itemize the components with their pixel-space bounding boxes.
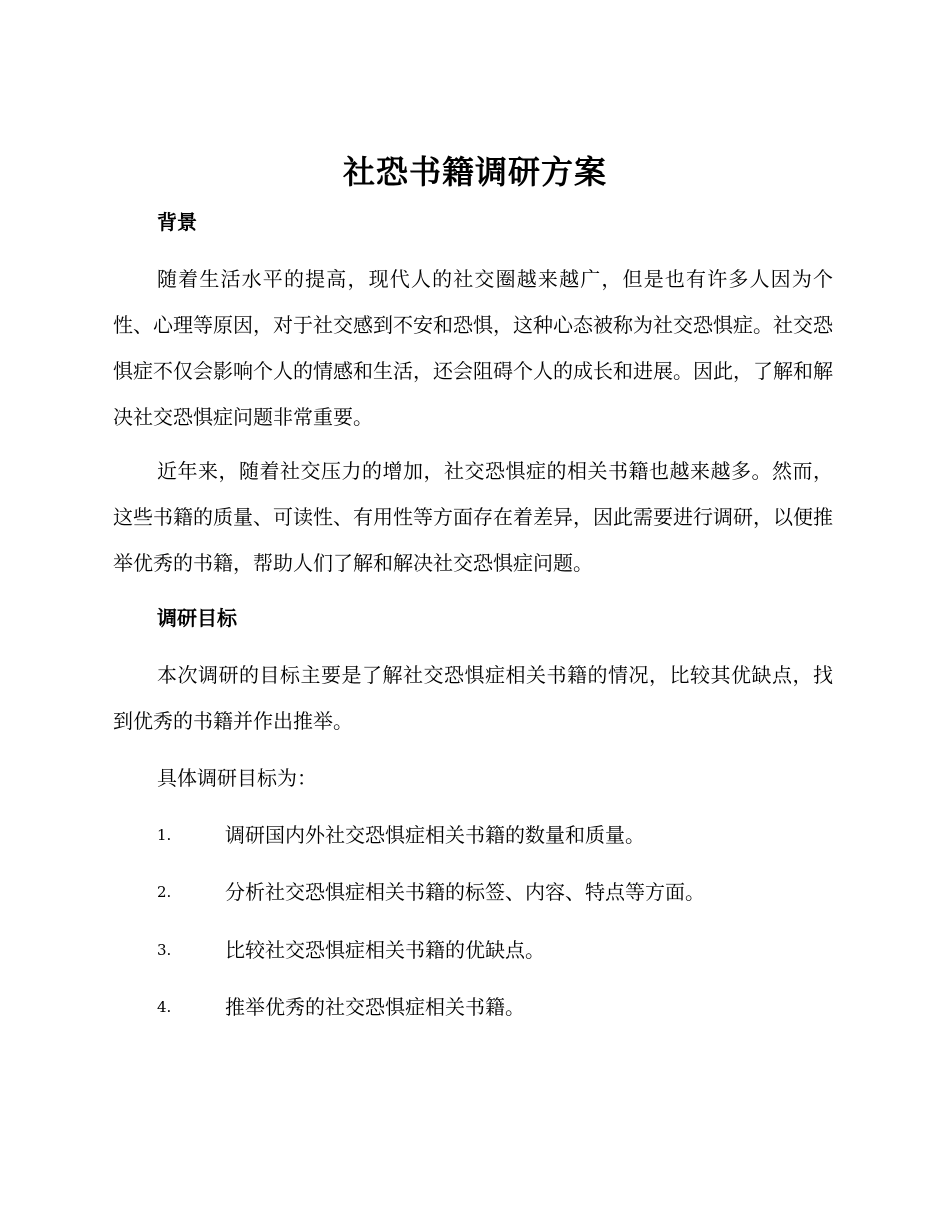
list-number: 4.	[157, 998, 172, 1016]
goals-intro: 具体调研目标为：	[157, 766, 317, 790]
list-number: 1.	[157, 826, 172, 844]
list-text: 调研国内外社交恐惧症相关书籍的数量和质量。	[225, 823, 645, 847]
goal-list-item	[157, 936, 857, 964]
goal-list-item	[157, 821, 857, 849]
goal-list-item	[157, 878, 857, 906]
list-text: 比较社交恐惧症相关书籍的优缺点。	[225, 938, 545, 962]
document-title: 社恐书籍调研方案	[342, 153, 607, 191]
list-number: 2.	[157, 883, 172, 901]
list-text: 分析社交恐惧症相关书籍的标签、内容、特点等方面。	[225, 880, 705, 904]
section-heading-goals: 调研目标	[157, 606, 237, 630]
goals-paragraph: 本次调研的目标主要是了解社交恐惧症相关书籍的情况，比较其优缺点，找到优秀的书籍并作出推举。	[113, 663, 833, 733]
section-heading-background: 背景	[157, 210, 197, 234]
goal-list-item	[157, 993, 857, 1021]
list-text: 推举优秀的社交恐惧症相关书籍。	[225, 995, 525, 1019]
background-paragraph-2: 近年来，随着社交压力的增加，社交恐惧症的相关书籍也越来越多。然而，这些书籍的质量、可读性、有用性等方面存在着差异，因此需要进行调研，以便推举优秀的书籍，帮助人们了解和解决社交恐惧症问题。	[113, 459, 833, 575]
background-paragraph-1: 随着生活水平的提高，现代人的社交圈越来越广，但是也有许多人因为个性、心理等原因，对于社交感到不安和恐惧，这种心态被称为社交恐惧症。社交恐惧症不仅会影响个人的情感和生活，还会阻碍个人的成长和进展。因此，了解和解决社交恐惧症问题非常重要。	[113, 267, 833, 429]
list-number: 3.	[157, 941, 172, 959]
